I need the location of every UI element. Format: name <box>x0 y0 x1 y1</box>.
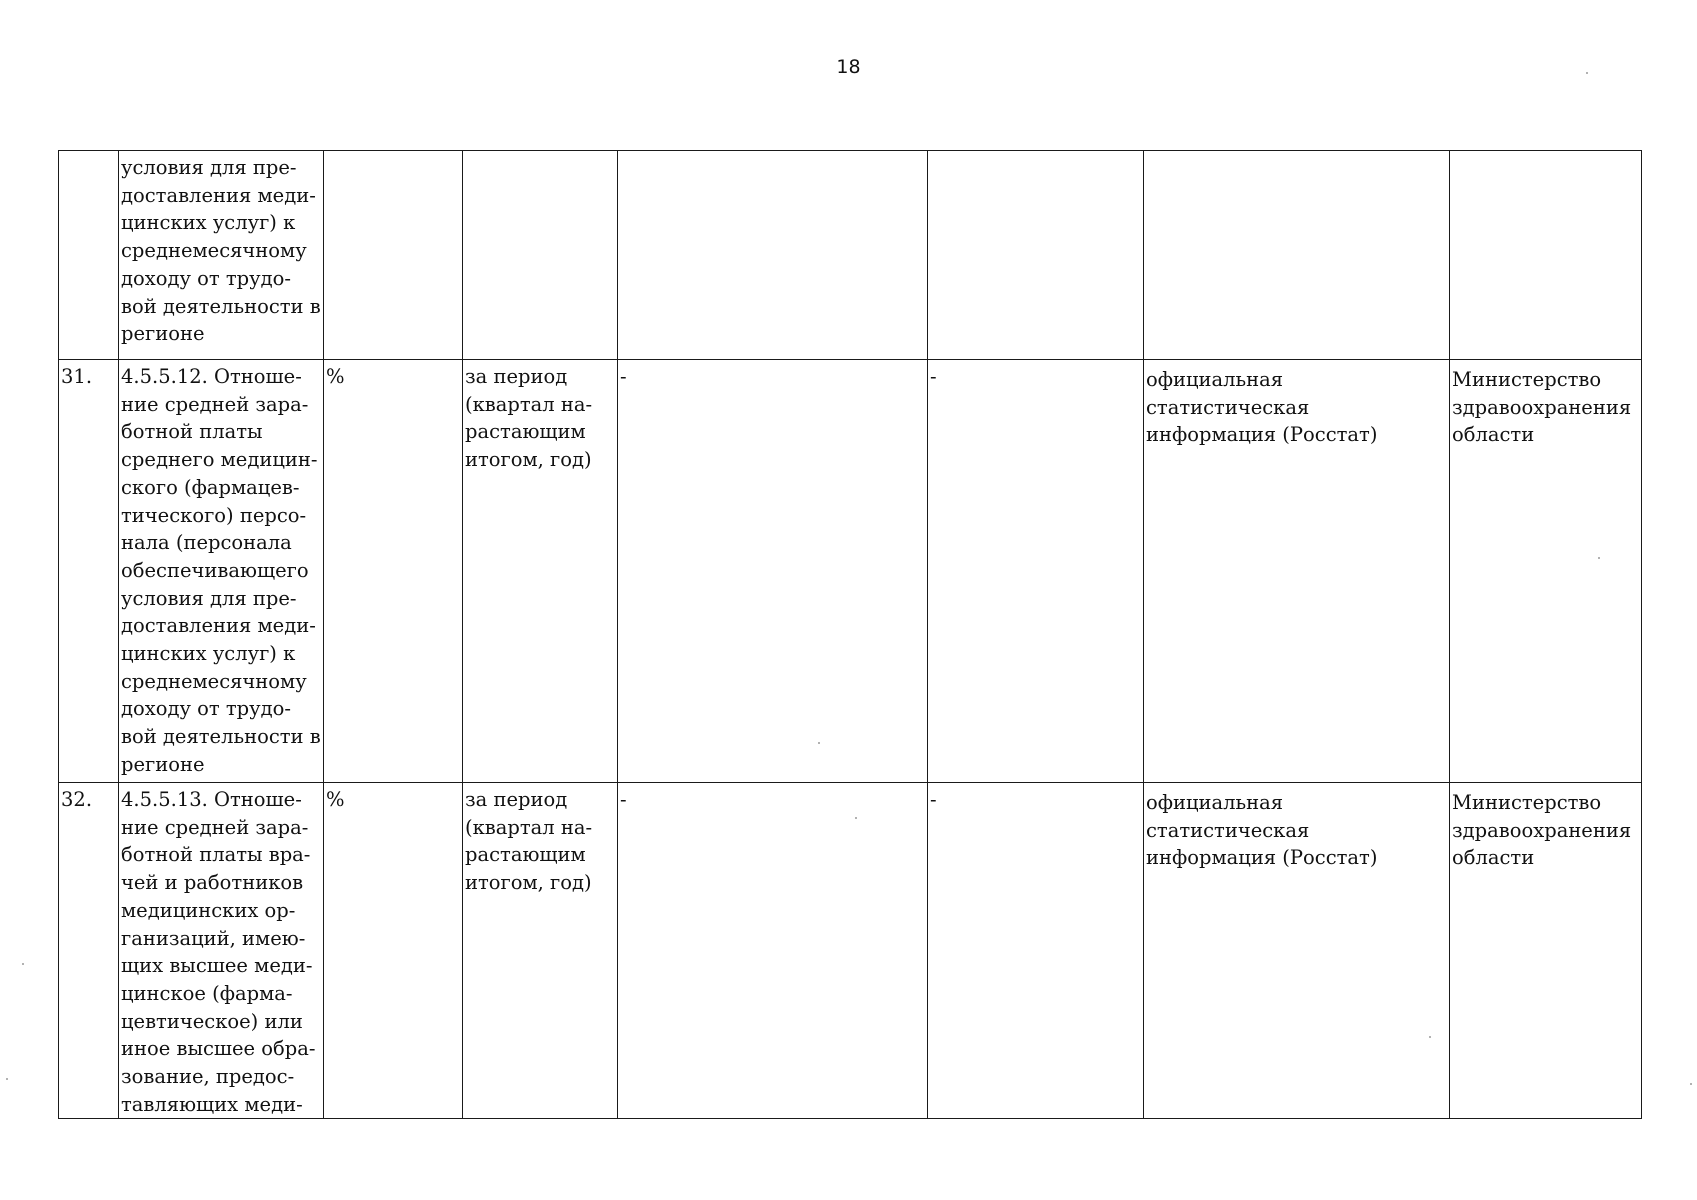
indicators-table <box>58 150 1642 1119</box>
scan-speck <box>1690 1083 1692 1085</box>
scan-speck <box>818 742 820 744</box>
source-cell: официальная статистическая информация (Росстат) <box>1144 360 1450 783</box>
scan-speck <box>22 963 24 965</box>
period-cell: за период (квартал на- растающим итогом, год) <box>463 360 618 783</box>
indicator-name-cell: 4.5.5.12. Отноше- ние средней зара- ботной платы среднего медицин- ского (фармацев- тического) персо- нала (персонала обеспечивающего условия для пре- доставления меди- цинских услуг) к среднемесячному доходу от трудо- вой деятельности в регионе <box>119 360 324 783</box>
scan-speck <box>1586 72 1588 74</box>
responsible-cell <box>1450 151 1642 360</box>
unit-cell: % <box>324 783 463 1119</box>
table-row <box>59 783 1642 1119</box>
value-cell-5: - <box>618 360 928 783</box>
responsible-cell: Министерство здравоохранения области <box>1450 783 1642 1119</box>
period-cell <box>463 151 618 360</box>
value-cell-6: - <box>928 360 1144 783</box>
row-number-cell: 32. <box>59 783 119 1119</box>
table-row <box>59 151 1642 360</box>
value-cell-5 <box>618 151 928 360</box>
scan-speck <box>855 817 857 819</box>
indicator-name-cell: условия для пре- доставления меди- цинских услуг) к среднемесячному доходу от трудо- вой деятельности в регионе <box>119 151 324 360</box>
value-cell-6 <box>928 151 1144 360</box>
row-number-cell <box>59 151 119 360</box>
source-cell <box>1144 151 1450 360</box>
indicator-name-cell: 4.5.5.13. Отноше- ние средней зара- ботной платы вра- чей и работников медицинских ор- ганизаций, имею- щих высшее меди- цинское (фарма- цевтическое) или иное высшее обра- зование, предос- тавляющих меди- <box>119 783 324 1119</box>
row-number-cell: 31. <box>59 360 119 783</box>
unit-cell: % <box>324 360 463 783</box>
value-cell-5: - <box>618 783 928 1119</box>
scan-speck <box>1429 1036 1431 1038</box>
page-number: 18 <box>836 56 861 78</box>
scan-speck <box>6 1078 8 1080</box>
scan-speck <box>1598 557 1600 559</box>
period-cell: за период (квартал на- растающим итогом, год) <box>463 783 618 1119</box>
source-cell: официальная статистическая информация (Росстат) <box>1144 783 1450 1119</box>
value-cell-6: - <box>928 783 1144 1119</box>
unit-cell <box>324 151 463 360</box>
responsible-cell: Министерство здравоохранения области <box>1450 360 1642 783</box>
table-row <box>59 360 1642 783</box>
